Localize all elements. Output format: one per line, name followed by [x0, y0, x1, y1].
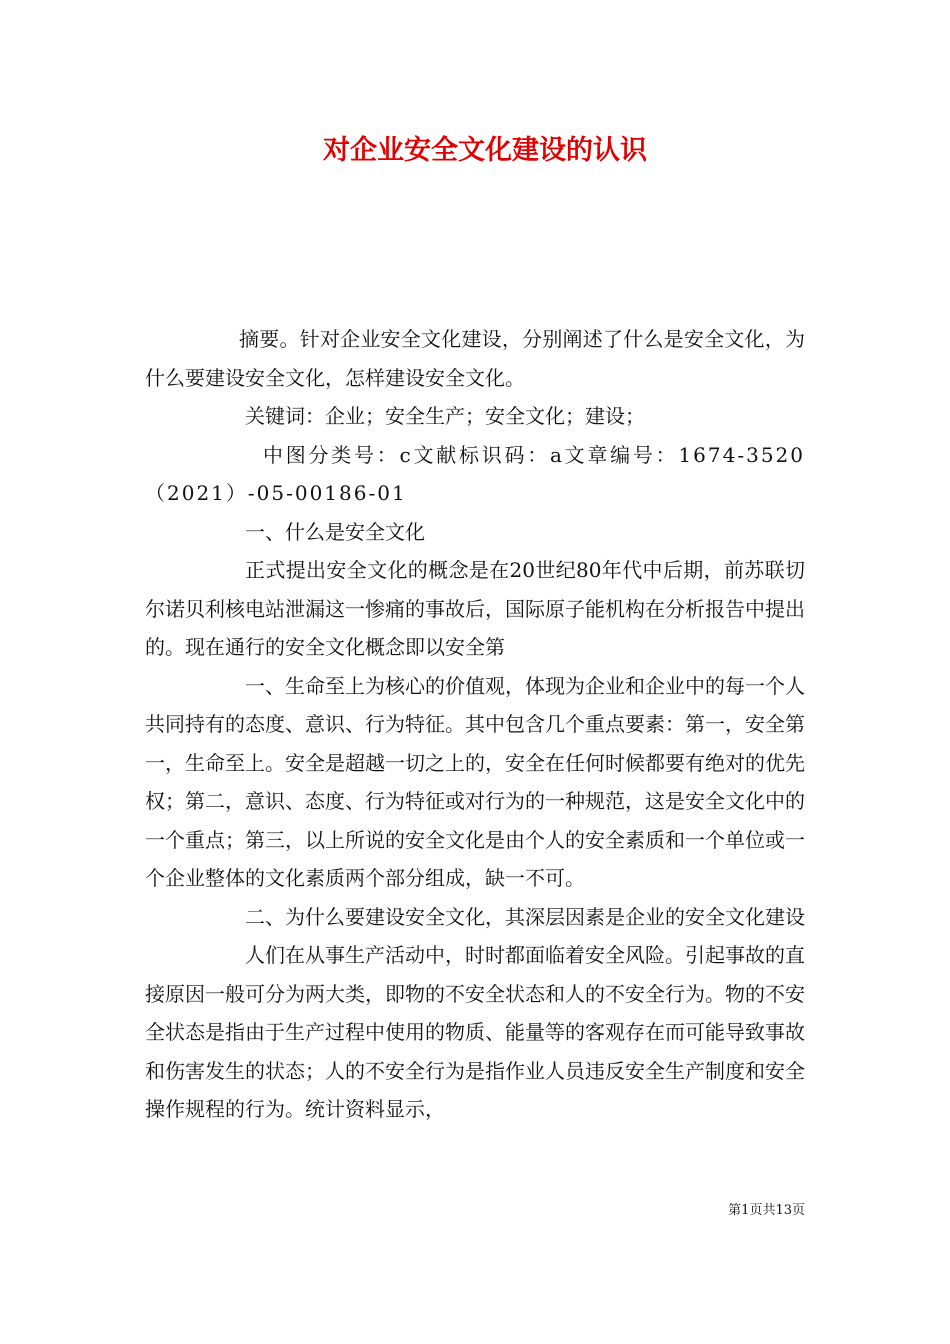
body-paragraph: 一、生命至上为核心的价值观，体现为企业和企业中的每一个人共同持有的态度、意识、行为特征。其中包含几个重点要素：第一，安全第一，生命至上。安全是超越一切之上的，安全在任何时候都要有绝对的优先权；第二，意识、态度、行为特征或对行为的一种规范，这是安全文化中的一个重点；第三，以上所说的安全文化是由个人的安全素质和一个单位或一个企业整体的文化素质两个部分组成，缺一不可。: [145, 673, 805, 890]
document-body: [145, 320, 805, 1129]
abstract-paragraph: 摘要。针对企业安全文化建设，分别阐述了什么是安全文化，为什么要建设安全文化，怎样建设安全文化。: [145, 327, 805, 390]
body-paragraph: 正式提出安全文化的概念是在20世纪80年代中后期，前苏联切尔诺贝利核电站泄漏这一惨痛的事故后，国际原子能机构在分析报告中提出的。现在通行的安全文化概念即以安全第: [145, 558, 805, 659]
page-footer: 第1页共13页: [728, 1203, 805, 1218]
document-title: 对企业安全文化建设的认识: [323, 135, 647, 166]
keywords-line: 关键词：企业；安全生产；安全文化；建设；: [245, 404, 645, 428]
section-heading-1: 一、什么是安全文化: [245, 519, 425, 544]
section-heading-2: 二、为什么要建设安全文化，其深层因素是企业的安全文化建设: [245, 904, 805, 929]
classification-line: 中图分类号：c文献标识码：a文章编号：1674-3520（2021）-05-00186-01: [145, 442, 805, 505]
body-paragraph: 人们在从事生产活动中，时时都面临着安全风险。引起事故的直接原因一般可分为两大类，即物的不安全状态和人的不安全行为。物的不安全状态是指由于生产过程中使用的物质、能量等的客观存在而可能导致事故和伤害发生的状态；人的不安全行为是指作业人员违反安全生产制度和安全操作规程的行为。统计资料显示，: [145, 943, 805, 1121]
